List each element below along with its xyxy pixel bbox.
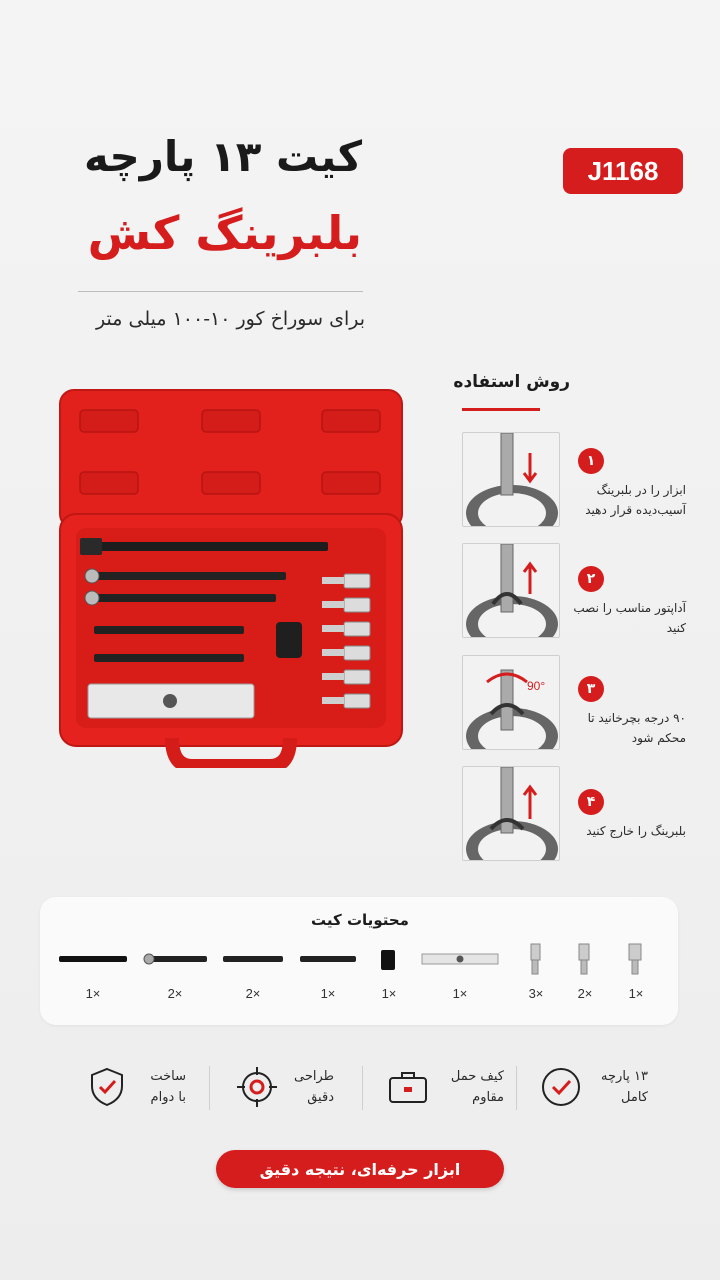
title-line-1: کیت ۱۳ پارچه (83, 132, 362, 181)
feature-1-text: ۱۳ پارچه کامل (601, 1069, 648, 1105)
shield-check-icon (86, 1066, 128, 1108)
feature-4-text: ساخت با دوام (150, 1069, 186, 1105)
step-3-number: ۳ (578, 676, 604, 702)
puller-bar-icon: 1× (420, 940, 500, 1010)
step-2-number: ۲ (578, 566, 604, 592)
slide-hammer-icon: 1× (53, 940, 133, 1010)
cta-banner[interactable]: ابزار حرفه‌ای، نتیجه دقیق (216, 1150, 504, 1188)
step-1-number: ۱ (578, 448, 604, 474)
kit-contents-title: محتویات کیت (311, 911, 409, 929)
feature-3-text: طراحی دقیق (293, 1069, 334, 1105)
title-divider (78, 291, 363, 292)
step-3-illustration (462, 655, 560, 750)
steps-title: روش استفاده (453, 372, 570, 392)
title-line-2: بلبرینگ کش (87, 206, 362, 260)
nut-icon: 1× (349, 940, 429, 1010)
adapter-large-icon: 1× (596, 940, 676, 1010)
feature-divider (209, 1066, 210, 1110)
threaded-rod-icon: 2× (135, 940, 215, 1010)
step-3-text: ۹۰ درجه بچرخانید تا محکم شود (587, 711, 686, 745)
product-code-badge: J1168 (563, 148, 683, 194)
adapter-small-icon: 3× (496, 940, 576, 1010)
tool-case-image (58, 388, 404, 768)
extension-rod-icon: 2× (213, 940, 293, 1010)
step-4-number: ۴ (578, 789, 604, 815)
adapter-medium-icon: 2× (545, 940, 625, 1010)
step-2-illustration (462, 543, 560, 638)
feature-divider (362, 1066, 363, 1110)
step-4-illustration (462, 766, 560, 861)
step-4-text: بلبرینگ را خارج کنید (586, 824, 686, 838)
steps-title-underline (462, 408, 540, 411)
rotation-badge: 90° (527, 679, 546, 693)
feature-2-text: کیف حمل مقاوم (450, 1069, 504, 1105)
step-1-text: ابزار را در بلبرینگ آسیب‌دیده قرار دهید (585, 483, 686, 517)
feature-divider (516, 1066, 517, 1110)
short-rod-icon: 1× (288, 940, 368, 1010)
subtitle: برای سوراخ کور ۱۰-۱۰۰ میلی متر (96, 308, 365, 330)
target-icon (236, 1066, 278, 1108)
check-circle-icon (540, 1066, 582, 1108)
step-1-illustration (462, 432, 560, 527)
step-2-text: آداپتور مناسب را نصب کنید (573, 601, 686, 635)
toolbox-icon (387, 1066, 429, 1108)
